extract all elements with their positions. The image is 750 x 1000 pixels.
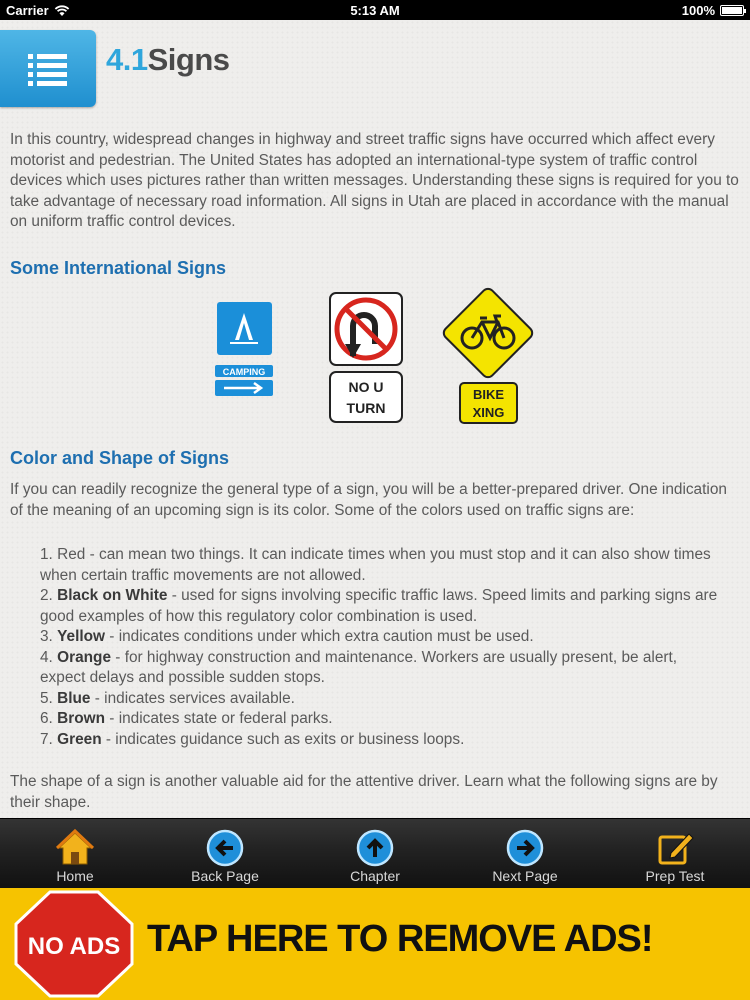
prep-test-button[interactable] [600, 819, 750, 888]
chapter-label: Chapter [350, 868, 400, 884]
no-u-turn-line1: NO U [348, 379, 384, 395]
list-item: 1. Red - can mean two things. It can indicate times when you must stop and it can also show times when certain traffic movements are not allowed. [40, 546, 711, 584]
edit-icon [655, 828, 695, 868]
no-u-turn-sign [330, 293, 402, 422]
clock: 5:13 AM [350, 3, 400, 18]
list-item: 2. Black on White - used for signs involving specific traffic laws. Speed limits and parking signs are good examples of how this regulatory color combination is used. [40, 587, 718, 625]
camping-sign-label: CAMPING [222, 367, 266, 377]
camping-sign [215, 302, 273, 396]
international-signs-heading: Some International Signs [10, 258, 227, 278]
bottom-toolbar [0, 818, 750, 888]
color-intro-paragraph: If you can readily recognize the general type of a sign, you will be a better-prepared driver. One indication of the meaning of an upcoming sign is its color. Some of the colors used on traffic signs are: [10, 481, 727, 519]
back-arrow-icon [205, 828, 245, 868]
list-item: 3. Yellow - indicates conditions under which extra caution must be used. [40, 628, 534, 645]
home-icon [55, 828, 95, 868]
battery-percent: 100% [681, 3, 715, 18]
content-area[interactable] [0, 20, 750, 818]
international-signs-illustration [0, 286, 750, 426]
list-item: 4. Orange - for highway construction and maintenance. Workers are usually present, be alert, expect delays and possible sudden stops. [40, 648, 678, 686]
up-arrow-icon [355, 828, 395, 868]
menu-button[interactable] [0, 30, 96, 107]
battery-indicator [682, 3, 744, 18]
next-arrow-icon [505, 828, 545, 868]
next-page-label: Next Page [492, 868, 558, 884]
back-page-label: Back Page [191, 868, 259, 884]
status-bar [0, 0, 750, 20]
section-title: Signs [147, 42, 230, 77]
no-ads-stop-sign [14, 890, 134, 998]
next-page-button[interactable] [450, 819, 600, 888]
list-item: 7. Green - indicates guidance such as exits or business loops. [40, 730, 465, 748]
bike-xing-line2: XING [472, 405, 505, 420]
home-label: Home [56, 868, 94, 884]
bike-xing-line1: BIKE [472, 387, 505, 402]
list-item: 5. Blue - indicates services available. [40, 689, 295, 707]
page-title [106, 42, 230, 78]
color-shape-heading: Color and Shape of Signs [10, 448, 230, 468]
list-item: 6. Brown - indicates state or federal parks. [40, 710, 333, 727]
color-list [40, 545, 720, 750]
home-button[interactable] [0, 819, 150, 888]
remove-ads-text: TAP HERE TO REMOVE ADS! [147, 918, 653, 960]
carrier-label: Carrier [6, 3, 49, 18]
remove-ads-banner[interactable] [0, 888, 750, 1000]
intro-paragraph: In this country, widespread changes in highway and street traffic signs have occurred which affect every motorist and pedestrian. The United States has adopted an international-type system of traffic control devices which uses pictures rather than written messages. Understanding these signs is required for you to take advantage of necessary road information. All signs in Utah are placed in accordance with the manual on uniform traffic control devices. [10, 131, 739, 230]
chapter-button[interactable] [300, 819, 450, 888]
list-icon [28, 52, 67, 88]
no-ads-badge-text: NO ADS [27, 933, 121, 960]
no-u-turn-line2: TURN [346, 400, 386, 416]
prep-test-label: Prep Test [645, 868, 705, 884]
battery-icon [720, 5, 744, 16]
bike-crossing-sign [441, 286, 534, 423]
back-page-button[interactable] [150, 819, 300, 888]
section-number: 4.1 [106, 42, 148, 77]
shape-intro-paragraph: The shape of a sign is another valuable aid for the attentive driver. Learn what the following signs are by their shape. [10, 773, 718, 811]
